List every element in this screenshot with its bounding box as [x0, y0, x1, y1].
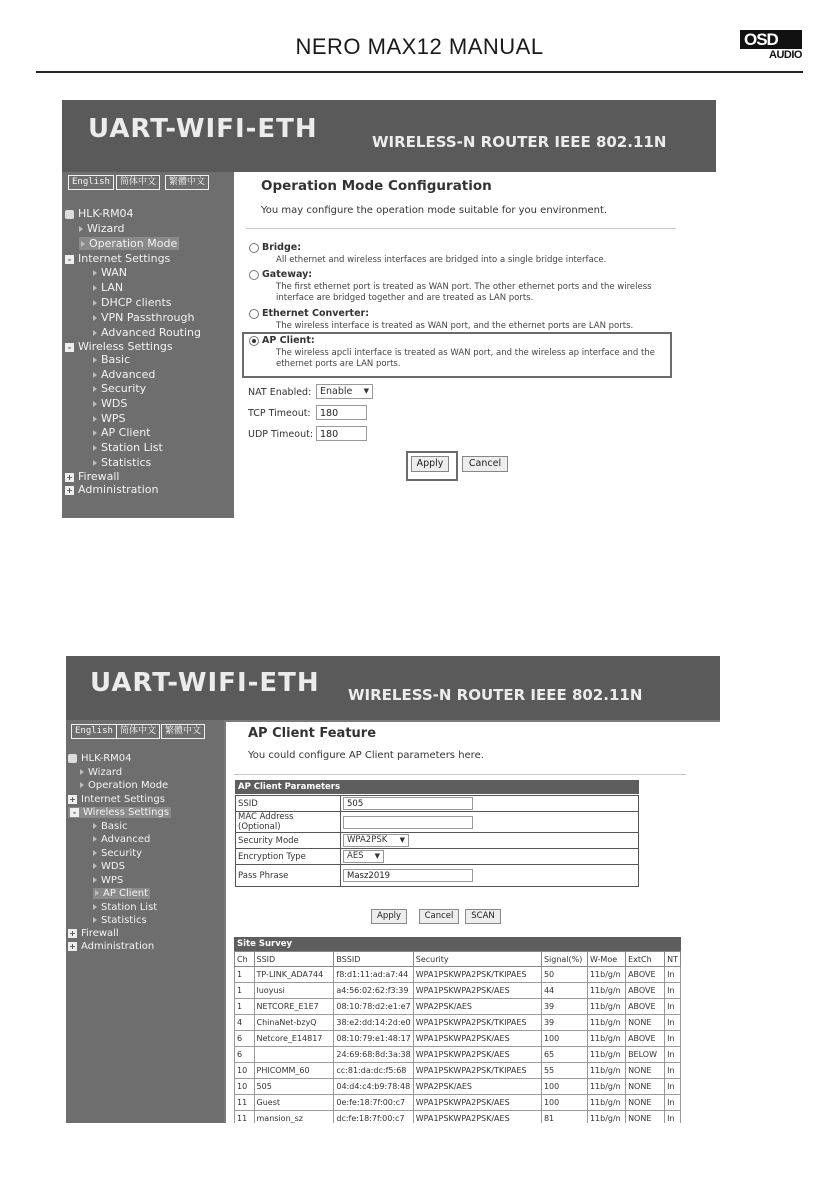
- banner-subtitle: WIRELESS-N ROUTER IEEE 802.11N: [372, 133, 667, 151]
- survey-cell: 11b/g/n: [587, 1031, 625, 1047]
- survey-cell: Guest: [254, 1095, 334, 1111]
- survey-cell: Netcore_E14817: [254, 1031, 334, 1047]
- survey-cell: 55: [541, 1063, 587, 1079]
- survey-cell: WPA2PSK/AES: [413, 1079, 541, 1095]
- nav-security[interactable]: Security: [93, 382, 146, 395]
- survey-cell: 4: [235, 1015, 255, 1031]
- apply-button[interactable]: Apply: [411, 456, 449, 472]
- nav-advanced-routing[interactable]: Advanced Routing: [93, 326, 201, 339]
- tcp-timeout-input[interactable]: 180: [316, 405, 367, 420]
- screenshot-ap-client: [66, 656, 720, 1123]
- arrow-icon: [80, 769, 84, 775]
- survey-cell: 11b/g/n: [587, 983, 625, 999]
- arrow-icon: [93, 430, 97, 436]
- survey-cell: 505: [254, 1079, 334, 1095]
- header-rule: [36, 71, 803, 73]
- survey-cell: In: [665, 1031, 681, 1047]
- survey-cell: 11b/g/n: [587, 1079, 625, 1095]
- survey-cell: 10: [235, 1063, 255, 1079]
- main-content: [224, 720, 720, 1123]
- survey-cell: WPA1PSKWPA2PSK/AES: [413, 1047, 541, 1063]
- survey-header-row: [235, 952, 681, 967]
- security-label: Security Mode: [236, 833, 341, 849]
- collapse-icon: -: [65, 255, 74, 264]
- survey-cell: 0e:fe:18:7f:00:c7: [334, 1095, 413, 1111]
- page-description: You could configure AP Client parameters here.: [248, 750, 484, 761]
- col-ch: Ch: [235, 952, 255, 967]
- survey-cell: mansion_sz: [254, 1111, 334, 1124]
- survey-row[interactable]: [235, 1031, 681, 1047]
- gateway-title: Gateway:: [262, 269, 313, 280]
- survey-cell: ABOVE: [626, 983, 665, 999]
- page-description: You may configure the operation mode suitable for you environment.: [261, 205, 608, 216]
- survey-cell: In: [665, 1047, 681, 1063]
- mac-row: [236, 812, 639, 833]
- nav-wan[interactable]: WAN: [93, 266, 127, 279]
- col-ssid: SSID: [254, 952, 334, 967]
- survey-row[interactable]: [235, 1095, 681, 1111]
- params-header: AP Client Parameters: [235, 780, 639, 794]
- expand-icon: +: [66, 472, 73, 482]
- survey-cell: 81: [541, 1111, 587, 1124]
- encryption-cell: [341, 849, 639, 865]
- screenshot-operation-mode: [62, 100, 716, 518]
- nav-station-list[interactable]: Station List: [93, 902, 157, 913]
- survey-cell: NONE: [626, 1079, 665, 1095]
- mac-input[interactable]: [343, 816, 473, 829]
- sidebar: [62, 172, 234, 518]
- survey-cell: 11: [235, 1111, 255, 1124]
- survey-cell: WPA1PSKWPA2PSK/AES: [413, 1031, 541, 1047]
- nav-statistics[interactable]: Statistics: [93, 915, 147, 926]
- survey-cell: BELOW: [626, 1047, 665, 1063]
- survey-cell: In: [665, 967, 681, 983]
- ethernet-converter-title: Ethernet Converter:: [262, 308, 370, 319]
- nav-internet-settings[interactable]: + Internet Settings: [69, 794, 165, 805]
- arrow-icon: [80, 782, 84, 788]
- survey-cell: 100: [541, 1095, 587, 1111]
- survey-cell: 39: [541, 1015, 587, 1031]
- gateway-radio[interactable]: [249, 270, 259, 280]
- col-extch: ExtCh: [626, 952, 665, 967]
- arrow-icon: [93, 863, 97, 869]
- ssid-label: SSID: [236, 796, 341, 812]
- main-content: [234, 172, 716, 518]
- survey-cell: In: [665, 983, 681, 999]
- nav-administration[interactable]: + Administration: [69, 941, 155, 952]
- col-bssid: BSSID: [334, 952, 413, 967]
- nav-vpn-passthrough[interactable]: VPN Passthrough: [93, 311, 194, 324]
- udp-timeout-input[interactable]: 180: [316, 426, 367, 441]
- survey-cell: NONE: [626, 1015, 665, 1031]
- nav-administration[interactable]: + Administration: [66, 483, 159, 496]
- nav-root[interactable]: HLK-RM04: [68, 753, 132, 764]
- router-banner: [66, 656, 720, 720]
- nav-operation-mode[interactable]: Operation Mode: [79, 237, 179, 250]
- nav-security[interactable]: Security: [93, 848, 142, 859]
- survey-cell: WPA2PSK/AES: [413, 999, 541, 1015]
- collapse-icon: -: [65, 343, 74, 352]
- ap-client-desc-1: The wireless apcli interface is treated as WAN port, and the wireless ap interface and the: [276, 348, 655, 358]
- lang-traditional-chinese-button[interactable]: 繁體中文: [165, 175, 209, 190]
- nat-select[interactable]: Enable ▼: [316, 384, 373, 399]
- expand-icon: +: [69, 941, 76, 951]
- nav-dhcp-clients[interactable]: DHCP clients: [93, 296, 172, 309]
- encryption-label: Encryption Type: [236, 849, 341, 865]
- survey-row[interactable]: [235, 1047, 681, 1063]
- survey-cell: dc:fe:18:7f:00:c7: [334, 1111, 413, 1124]
- encryption-row: [236, 849, 639, 865]
- arrow-icon: [93, 285, 97, 291]
- security-cell: [341, 833, 639, 849]
- nav-lan[interactable]: LAN: [93, 281, 123, 294]
- site-survey-table: [234, 951, 681, 1123]
- pass-cell: [341, 865, 639, 887]
- nat-label: NAT Enabled:: [248, 387, 312, 398]
- ethernet-converter-radio[interactable]: [249, 309, 259, 319]
- pass-row: [236, 865, 639, 887]
- survey-cell: 10: [235, 1079, 255, 1095]
- ap-client-title: AP Client:: [262, 335, 315, 346]
- col-security: Security: [413, 952, 541, 967]
- gateway-desc-2: interface are bridged together and are treated as LAN ports.: [276, 293, 534, 303]
- nav-basic[interactable]: Basic: [93, 821, 127, 832]
- survey-cell: NONE: [626, 1095, 665, 1111]
- survey-cell: WPA1PSKWPA2PSK/AES: [413, 1111, 541, 1124]
- survey-row[interactable]: [235, 1015, 681, 1031]
- survey-cell: f8:d1:11:ad:a7:44: [334, 967, 413, 983]
- nav-wds[interactable]: WDS: [93, 397, 127, 410]
- survey-cell: cc:81:da:dc:f5:68: [334, 1063, 413, 1079]
- expand-icon: +: [66, 485, 73, 495]
- nav-wps[interactable]: WPS: [93, 412, 126, 425]
- survey-cell: 100: [541, 1079, 587, 1095]
- separator: [246, 228, 676, 229]
- survey-cell: NETCORE_E1E7: [254, 999, 334, 1015]
- arrow-icon: [93, 386, 97, 392]
- nav-internet-settings[interactable]: - Internet Settings: [65, 252, 170, 265]
- survey-cell: 39: [541, 999, 587, 1015]
- udp-timeout-label: UDP Timeout:: [248, 429, 314, 440]
- page-title: Operation Mode Configuration: [261, 178, 492, 194]
- nav-firewall[interactable]: + Firewall: [66, 470, 120, 483]
- survey-cell: In: [665, 1111, 681, 1124]
- survey-header: Site Survey: [234, 937, 681, 951]
- nav-wireless-settings[interactable]: - Wireless Settings: [68, 807, 171, 818]
- arrow-icon: [93, 917, 97, 923]
- survey-cell: ABOVE: [626, 967, 665, 983]
- lang-english-button[interactable]: English: [68, 175, 114, 190]
- osd-audio-logo: [740, 30, 802, 62]
- arrow-icon: [93, 460, 97, 466]
- gateway-desc-1: The first ethernet port is treated as WAN port. The other ethernet ports and the wireless: [276, 282, 652, 292]
- survey-cell: In: [665, 1015, 681, 1031]
- arrow-icon: [93, 877, 97, 883]
- arrow-icon: [93, 300, 97, 306]
- survey-cell: 11b/g/n: [587, 967, 625, 983]
- ssid-row: [236, 796, 639, 812]
- survey-cell: 11b/g/n: [587, 1095, 625, 1111]
- nav-wps[interactable]: WPS: [93, 875, 123, 886]
- nav-wds[interactable]: WDS: [93, 861, 125, 872]
- computer-icon: [65, 210, 74, 219]
- survey-cell: 1: [235, 967, 255, 983]
- survey-cell: 1: [235, 983, 255, 999]
- survey-cell: 11b/g/n: [587, 1063, 625, 1079]
- arrow-icon: [93, 270, 97, 276]
- survey-cell: NONE: [626, 1063, 665, 1079]
- survey-cell: In: [665, 1079, 681, 1095]
- nav-firewall[interactable]: + Firewall: [69, 928, 119, 939]
- lang-simplified-chinese-button[interactable]: 简体中文: [116, 724, 160, 739]
- separator: [234, 774, 686, 775]
- ssid-input[interactable]: 505: [343, 797, 473, 810]
- logo-bottom-text: AUDIO: [769, 49, 802, 61]
- col-wmode: W-Moe: [587, 952, 625, 967]
- survey-cell: 65: [541, 1047, 587, 1063]
- survey-cell: WPA1PSKWPA2PSK/TKIPAES: [413, 1015, 541, 1031]
- mac-label: MAC Address (Optional): [236, 812, 341, 833]
- survey-cell: 6: [235, 1047, 255, 1063]
- nav-station-list[interactable]: Station List: [93, 441, 163, 454]
- survey-cell: TP-LINK_ADA744: [254, 967, 334, 983]
- nav-wizard[interactable]: Wizard: [79, 222, 125, 235]
- nav-ap-client[interactable]: AP Client: [93, 426, 151, 439]
- logo-top-text: OSD: [740, 30, 802, 49]
- survey-cell: 11b/g/n: [587, 1111, 625, 1124]
- nav-wizard[interactable]: Wizard: [80, 767, 122, 778]
- survey-cell: 1: [235, 999, 255, 1015]
- survey-row[interactable]: [235, 999, 681, 1015]
- survey-cell: ABOVE: [626, 999, 665, 1015]
- nav-ap-client[interactable]: AP Client: [93, 888, 150, 899]
- pass-label: Pass Phrase: [236, 865, 341, 887]
- arrow-icon: [93, 904, 97, 910]
- scan-button[interactable]: SCAN: [465, 909, 501, 924]
- arrow-icon: [93, 330, 97, 336]
- survey-row[interactable]: [235, 1111, 681, 1124]
- bridge-title: Bridge:: [262, 242, 302, 253]
- survey-cell: In: [665, 999, 681, 1015]
- banner-title: UART-WIFI-ETH: [88, 114, 318, 144]
- tcp-timeout-label: TCP Timeout:: [248, 408, 311, 419]
- encryption-select[interactable]: AES ▼: [343, 850, 384, 863]
- survey-cell: 50: [541, 967, 587, 983]
- survey-cell: ChinaNet-bzyQ: [254, 1015, 334, 1031]
- bridge-desc: All ethernet and wireless interfaces are bridged into a single bridge interface.: [276, 255, 607, 265]
- survey-cell: 44: [541, 983, 587, 999]
- arrow-icon: [93, 416, 97, 422]
- survey-cell: 11: [235, 1095, 255, 1111]
- arrow-icon: [81, 241, 85, 247]
- arrow-icon: [93, 823, 97, 829]
- router-banner: [62, 100, 716, 172]
- lang-simplified-chinese-button[interactable]: 简体中文: [116, 175, 160, 190]
- nav-root[interactable]: HLK-RM04: [65, 207, 134, 220]
- survey-cell: 11b/g/n: [587, 1047, 625, 1063]
- arrow-icon: [93, 357, 97, 363]
- survey-cell: PHICOMM_60: [254, 1063, 334, 1079]
- arrow-icon: [93, 372, 97, 378]
- survey-cell: 08:10:79:e1:48:17: [334, 1031, 413, 1047]
- expand-icon: +: [69, 928, 76, 938]
- survey-cell: [254, 1047, 334, 1063]
- ethernet-converter-desc: The wireless interface is treated as WAN port, and the ethernet ports are LAN ports.: [276, 321, 634, 331]
- arrow-icon: [93, 315, 97, 321]
- ap-client-radio[interactable]: [249, 336, 259, 346]
- survey-cell: WPA1PSKWPA2PSK/AES: [413, 983, 541, 999]
- lang-english-button[interactable]: English: [71, 724, 117, 739]
- survey-cell: WPA1PSKWPA2PSK/AES: [413, 1095, 541, 1111]
- lang-traditional-chinese-button[interactable]: 繁體中文: [161, 724, 205, 739]
- survey-cell: a4:56:02:62:f3:39: [334, 983, 413, 999]
- col-signal: Signal(%): [541, 952, 587, 967]
- survey-cell: ABOVE: [626, 1031, 665, 1047]
- nav-advanced[interactable]: Advanced: [93, 368, 155, 381]
- expand-icon: +: [69, 794, 76, 804]
- arrow-icon: [93, 836, 97, 842]
- arrow-icon: [93, 850, 97, 856]
- survey-cell: 24:69:68:8d:3a:38: [334, 1047, 413, 1063]
- survey-row[interactable]: [235, 1063, 681, 1079]
- col-nt: NT: [665, 952, 681, 967]
- ap-client-desc-2: ethernet ports are LAN ports.: [276, 359, 401, 369]
- arrow-icon: [93, 445, 97, 451]
- nav-operation-mode[interactable]: Operation Mode: [80, 780, 168, 791]
- survey-cell: WPA1PSKWPA2PSK/TKIPAES: [413, 1063, 541, 1079]
- survey-cell: NONE: [626, 1111, 665, 1124]
- security-row: [236, 833, 639, 849]
- survey-cell: 08:10:78:d2:e1:e7: [334, 999, 413, 1015]
- nav-statistics[interactable]: Statistics: [93, 456, 151, 469]
- arrow-icon: [93, 401, 97, 407]
- page-title: AP Client Feature: [248, 726, 377, 741]
- survey-cell: 6: [235, 1031, 255, 1047]
- survey-cell: In: [665, 1095, 681, 1111]
- survey-cell: 11b/g/n: [587, 1015, 625, 1031]
- survey-cell: 38:e2:dd:14:2d:e0: [334, 1015, 413, 1031]
- cancel-button[interactable]: Cancel: [462, 456, 508, 472]
- security-select[interactable]: WPA2PSK ▼: [343, 834, 409, 847]
- survey-cell: 11b/g/n: [587, 999, 625, 1015]
- manual-title: NERO MAX12 MANUAL: [295, 34, 544, 59]
- sidebar: [66, 720, 224, 1123]
- survey-cell: In: [665, 1063, 681, 1079]
- nav-basic[interactable]: Basic: [93, 353, 130, 366]
- cancel-button[interactable]: Cancel: [419, 909, 459, 924]
- survey-cell: luoyusi: [254, 983, 334, 999]
- banner-title: UART-WIFI-ETH: [90, 668, 320, 698]
- nav-wireless-settings[interactable]: - Wireless Settings: [65, 340, 173, 353]
- pass-input[interactable]: Masz2019: [343, 869, 473, 882]
- survey-cell: 100: [541, 1031, 587, 1047]
- params-table: [235, 795, 639, 887]
- collapse-icon: -: [70, 808, 79, 817]
- arrow-icon: [95, 890, 99, 896]
- computer-icon: [68, 754, 77, 763]
- banner-subtitle: WIRELESS-N ROUTER IEEE 802.11N: [348, 686, 643, 704]
- nav-advanced[interactable]: Advanced: [93, 834, 150, 845]
- survey-row[interactable]: [235, 967, 681, 983]
- arrow-icon: [79, 226, 83, 232]
- survey-cell: 04:d4:c4:b9:78:48: [334, 1079, 413, 1095]
- survey-row[interactable]: [235, 1079, 681, 1095]
- survey-cell: WPA1PSKWPA2PSK/TKIPAES: [413, 967, 541, 983]
- bridge-radio[interactable]: [249, 243, 259, 253]
- ssid-cell: [341, 796, 639, 812]
- survey-row[interactable]: [235, 983, 681, 999]
- mac-cell: [341, 812, 639, 833]
- apply-button[interactable]: Apply: [371, 909, 407, 924]
